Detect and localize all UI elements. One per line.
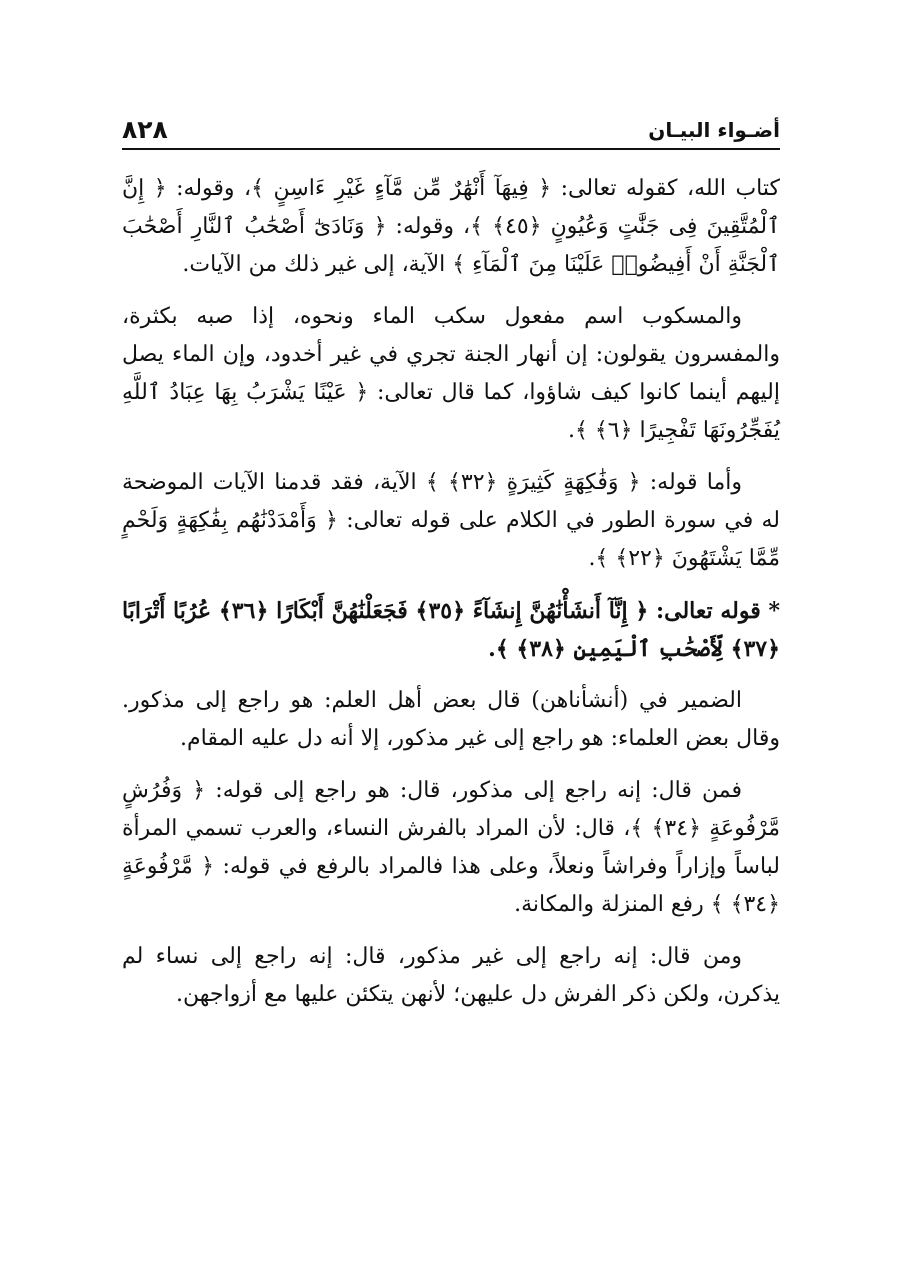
paragraph-6: فمن قال: إنه راجع إلى مذكور، قال: هو راجع إلى قوله: ﴿ وَفُرُشٍ مَّرْفُوعَةٍ ﴿٣٤﴾ ﴾، قال: لأن المراد بالفرش النساء، والعرب تسمي المرأة لباساً وإزاراً وفراشاً ونعلاً، وعلى هذا فالمراد بالرفع في قوله: ﴿ مَّرْفُوعَةٍ ﴿٣٤﴾ ﴾ رفع المنزلة والمكانة. — [122, 778, 780, 917]
section-heading-verse: * قوله تعالى: ﴿ إِنَّآ أَنشَأْنَٰهُنَّ إِنشَآءً ﴿٣٥﴾ فَجَعَلْنَٰهُنَّ أَبْكَارًا ﴿٣٦﴾ عُرُبًا أَتْرَابًا ﴿٣٧﴾ لِّأَصْحَٰبِ ٱلْيَمِينِ ﴿٣٨﴾ ﴾. — [122, 598, 780, 662]
page-body — [122, 170, 780, 1028]
paragraph-1: كتاب الله، كقوله تعالى: ﴿ فِيهَآ أَنْهَٰرٌ مِّن مَّآءٍ غَيْرِ ءَاسِنٍ ﴾، وقوله: ﴿ إِنَّ ٱلْمُتَّقِينَ فِى جَنَّٰتٍ وَعُيُونٍ ﴿٤٥﴾ ﴾، وقوله: ﴿ وَنَادَىٰٓ أَصْحَٰبُ ٱلنَّارِ أَصْحَٰبَ ٱلْجَنَّةِ أَنْ أَفِيضُوا۟ عَلَيْنَا مِنَ ٱلْمَآءِ ﴾ الآية، إلى غير ذلك من الآيات. — [122, 176, 780, 277]
paragraph-5: الضمير في (أنشأناهن) قال بعض أهل العلم: هو راجع إلى مذكور. وقال بعض العلماء: هو راجع إلى غير مذكور، إلا أنه دل عليه المقام. — [122, 688, 780, 751]
page-number: ٨٢٨ — [122, 115, 168, 144]
paragraph-7: ومن قال: إنه راجع إلى غير مذكور، قال: إنه راجع إلى نساء لم يذكرن، ولكن ذكر الفرش دل عليهن؛ لأنهن يتكئن عليها مع أزواجهن. — [122, 944, 780, 1007]
page-header — [122, 108, 780, 150]
paragraph-2: والمسكوب اسم مفعول سكب الماء ونحوه، إذا صبه بكثرة، والمفسرون يقولون: إن أنهار الجنة تجري في غير أخدود، وإن الماء يصل إليهم أينما كانوا كيف شاؤوا، كما قال تعالى: ﴿ عَيْنًا يَشْرَبُ بِهَا عِبَادُ ٱللَّهِ يُفَجِّرُونَهَا تَفْجِيرًا ﴿٦﴾ ﴾. — [122, 304, 780, 443]
running-title: أضـواء البيـان — [648, 118, 780, 142]
paragraph-3: وأما قوله: ﴿ وَفَٰكِهَةٍ كَثِيرَةٍ ﴿٣٢﴾ ﴾ الآية، فقد قدمنا الآيات الموضحة له في سورة الطور في الكلام على قوله تعالى: ﴿ وَأَمْدَدْنَٰهُم بِفَٰكِهَةٍ وَلَحْمٍ مِّمَّا يَشْتَهُونَ ﴿٢٢﴾ ﴾. — [122, 470, 780, 571]
